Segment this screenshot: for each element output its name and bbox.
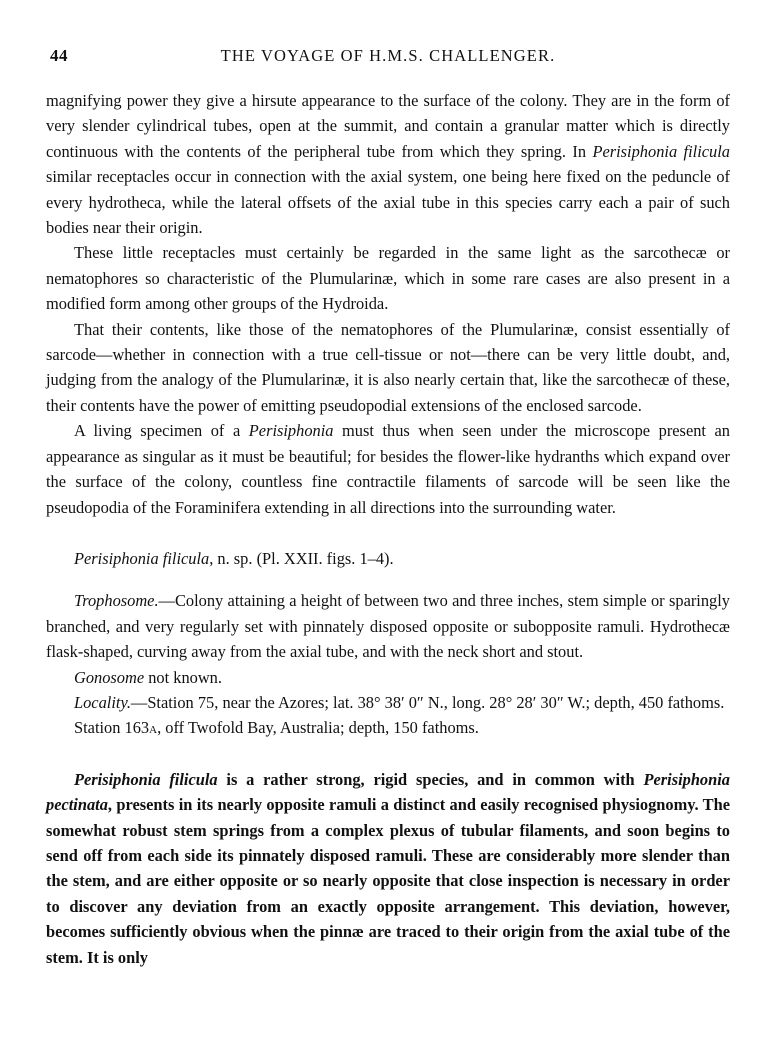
station-text: Station 163 <box>74 718 150 738</box>
paragraph-1-text-cont: similar receptacles occur in connection with the axial system, one being here fixed on the peduncle of every hydrotheca, while the lateral offsets of the axial tube in this species carry each a pair of such bodies near their origin. <box>46 167 730 238</box>
station-sub-letter: a <box>149 718 158 738</box>
paragraph-5-italic-2: Perisiphonia pectinata <box>46 769 730 815</box>
running-head: THE VOYAGE OF H.M.S. CHALLENGER. <box>220 46 556 65</box>
locality-paragraph <box>46 690 730 715</box>
paragraph-4 <box>46 418 730 520</box>
station-paragraph <box>46 715 730 740</box>
gonosome-paragraph <box>46 665 730 690</box>
species-heading <box>46 546 730 571</box>
paragraph-5-text-b: , presents in its nearly opposite ramuli a distinct and easily recognised physiognomy. The somewhat robust stem springs from a complex plexus of tubular filaments, and soon begins to send off from each side its pinnately disposed ramuli. These are considerably more slender than the stem, and are either opposite or so nearly opposite that close inspection is necessary in order to discover any deviation from an exactly opposite arrangement. This deviation, however, becomes sufficiently obvious when the pinnæ are traced to their origin from the axial tube of the stem. It is only <box>46 795 730 967</box>
paragraph-4-text-a: A living specimen of a <box>74 421 249 441</box>
page-number: 44 <box>50 46 68 65</box>
paragraph-1-text: magnifying power they give a hirsute appearance to the surface of the colony. They are in the form of very slender cylindrical tubes, open at the summit, and contain a granular matter which is directly continuous with the contents of the peripheral tube from which they spring. In <box>46 91 730 161</box>
page-header <box>46 40 730 74</box>
heading-spacer <box>46 571 730 588</box>
gonosome-text: not known. <box>144 667 222 687</box>
locality-text: —Station 75, near the Azores; lat. 38° 38′ 0″ N., long. 28° 28′ 30″ W.; depth, 450 fathoms. <box>130 692 725 712</box>
trophosome-label: Trophosome. <box>74 591 159 611</box>
paragraph-3: That their contents, like those of the nematophores of the Plumularinæ, consist essentially of sarcode—whether in connection with a true cell-tissue or not—there can be very little doubt, and, judging from the analogy of the Plumularinæ, it is also nearly certain that, like the sarcothecæ of these, their contents have the power of emitting pseudopodial extensions of the enclosed sarcode. <box>46 319 730 415</box>
paragraph-5-text-a: is a rather strong, rigid species, and in common with <box>217 769 644 789</box>
paragraph-2: These little receptacles must certainly be regarded in the same light as the sarcothecæ or nematophores so characteristic of the Plumularinæ, which in some rare cases are also present in a modified form among other groups of the Hydroida. <box>46 243 730 314</box>
paragraph-5-italic-1: Perisiphonia filicula <box>74 769 218 789</box>
species-heading-name: Perisiphonia filicula <box>74 548 210 568</box>
final-section-spacer <box>46 741 730 767</box>
paragraph-5 <box>46 767 730 970</box>
locality-label: Locality. <box>74 692 131 712</box>
final-block <box>46 767 730 970</box>
paragraph-4-text-b: must thus when seen under the microscope present an appearance as singular as it must be beautiful; for besides the flower-like hydranths which expand over the surface of the colony, countless fine contractile filaments of sarcode will be seen like the pseudopodia of the Foraminifera extending in all directions into the surrounding water. <box>46 421 730 517</box>
station-text-rest: , off Twofold Bay, Australia; depth, 150 fathoms. <box>157 718 479 738</box>
trophosome-paragraph <box>46 588 730 664</box>
trophosome-text: —Colony attaining a height of between two and three inches, stem simple or sparingly branched, and very regularly set with pinnately disposed opposite or subopposite ramuli. Hydrothecæ flask-shaped, curving away from the axial tube, and with the neck short and stout. <box>46 591 730 662</box>
section-spacer <box>46 520 730 546</box>
paragraph-4-italic: Perisiphonia <box>248 421 334 441</box>
paragraph-1 <box>46 88 730 240</box>
page-body <box>46 88 730 970</box>
paragraph-1-italic: Perisiphonia filicula <box>592 141 730 161</box>
gonosome-label: Gonosome <box>74 667 145 687</box>
species-heading-rest: , n. sp. (Pl. XXII. figs. 1–4). <box>209 548 394 568</box>
